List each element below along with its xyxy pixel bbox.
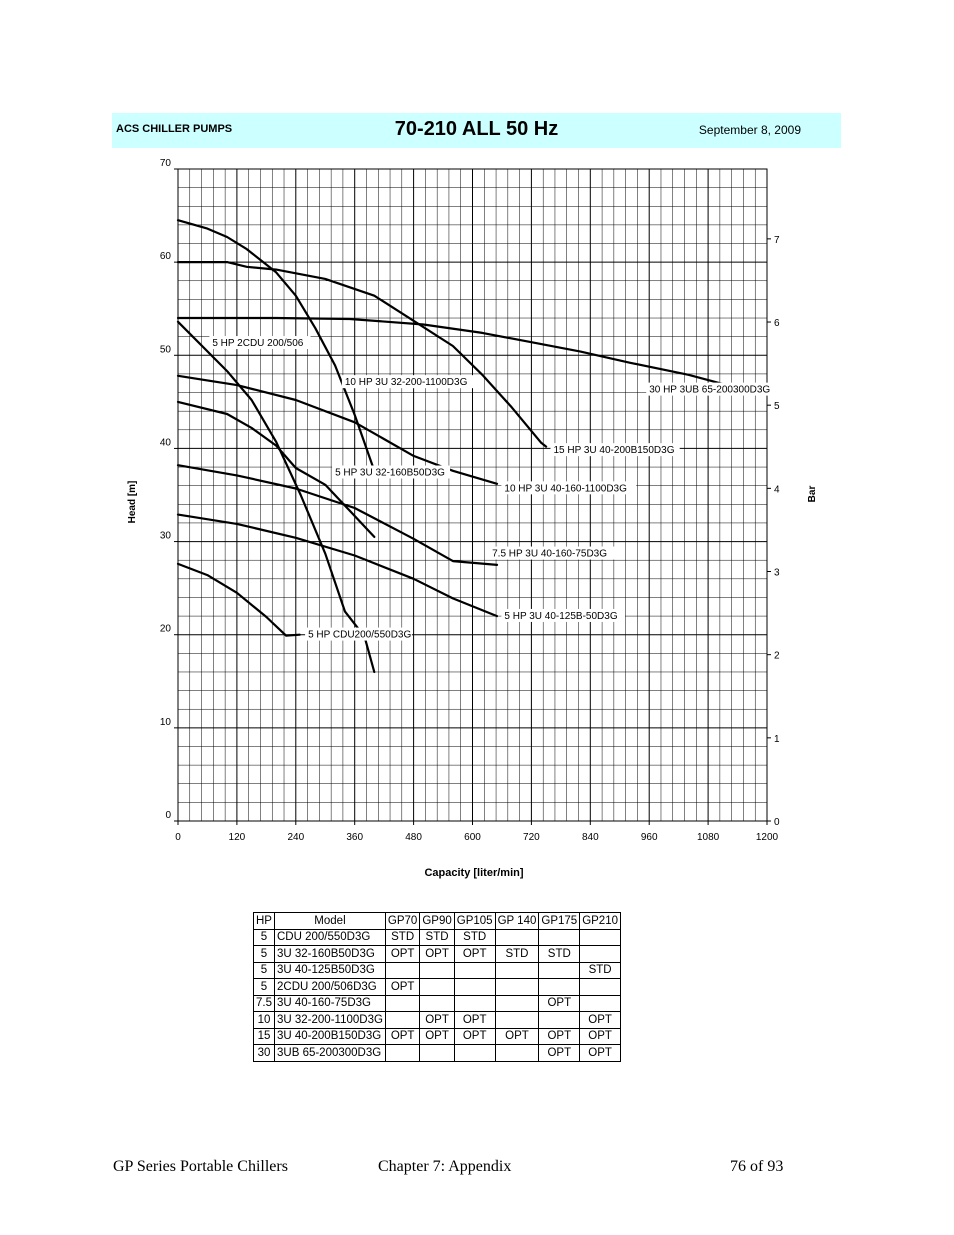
chart-title: 70-210 ALL 50 Hz [394,118,559,140]
table-header-cell: GP 140 [495,913,539,930]
series-label: 5 HP CDU200/550D3G [308,629,412,641]
y2-tick-label: 0 [774,817,780,828]
table-cell: 5 [254,979,275,996]
x-tick-label: 960 [640,832,658,843]
y2-tick-label: 7 [774,234,780,246]
table-cell: STD [420,929,454,946]
table-cell [385,1045,419,1062]
table-cell: OPT [580,1045,621,1062]
table-row [254,1012,621,1029]
x-axis-label: Capacity [liter/min] [424,867,524,879]
table-cell: 3UB 65-200300D3G [275,1045,386,1062]
table-row [254,995,621,1012]
table-cell [539,979,580,996]
y-tick-label: 50 [159,344,171,356]
table-cell: OPT [420,1012,454,1029]
table-cell: OPT [385,979,419,996]
y-tick-label: 60 [159,251,171,263]
table-cell: 7.5 [254,995,275,1012]
table-cell [495,995,539,1012]
table-header-cell: GP210 [580,913,621,930]
table-cell: 15 [254,1028,275,1045]
series-label: 5 HP 3U 40-125B-50D3G [504,610,618,622]
table-cell: 3U 40-125B50D3G [275,962,386,979]
table-cell [580,995,621,1012]
x-tick-label: 240 [287,832,305,843]
table-cell [454,979,495,996]
table-cell [580,929,621,946]
table-cell: 5 [254,929,275,946]
table-cell [580,979,621,996]
series-line [178,564,300,636]
table-cell [420,979,454,996]
table-cell [420,995,454,1012]
y-tick-label: 0 [165,810,171,821]
table-cell: 3U 40-200B150D3G [275,1028,386,1045]
table-cell: STD [454,929,495,946]
table-cell [495,1012,539,1029]
table-cell: OPT [580,1012,621,1029]
table-cell: 3U 32-200-1100D3G [275,1012,386,1029]
table-cell: OPT [420,946,454,963]
table-header-cell: GP90 [420,913,454,930]
table-cell: OPT [539,1045,580,1062]
y2-tick-label: 4 [774,484,780,496]
table-cell: STD [385,929,419,946]
table-row [254,979,621,996]
x-tick-label: 1200 [755,832,779,843]
table-row [254,929,621,946]
x-tick-label: 1080 [696,832,720,843]
table-cell: OPT [495,1028,539,1045]
table-cell: 30 [254,1045,275,1062]
table-cell: OPT [454,1028,495,1045]
table-cell: OPT [454,946,495,963]
y-axis-label: Head [m] [127,480,138,524]
table-cell: STD [539,946,580,963]
series-label: 15 HP 3U 40-200B150D3G [553,445,675,457]
table-cell [454,1045,495,1062]
series-line [178,322,374,672]
table-cell [420,962,454,979]
x-tick-label: 720 [523,832,540,843]
table-cell [420,1045,454,1062]
table-cell: OPT [454,1012,495,1029]
table-cell [539,929,580,946]
y-tick-label: 20 [159,623,171,635]
table-cell: OPT [539,995,580,1012]
table-row [254,962,621,979]
y-tick-label: 40 [159,437,171,449]
table-cell [539,962,580,979]
table-header-cell: GP105 [454,913,495,930]
x-tick-label: 840 [581,832,599,843]
y-tick-label: 70 [159,158,171,169]
table-row [254,946,621,963]
table-header-cell: GP70 [385,913,419,930]
series-label: 10 HP 3U 32-200-1100D3G [344,377,468,389]
table-cell: OPT [580,1028,621,1045]
table-cell: STD [580,962,621,979]
x-tick-label: 480 [405,832,422,843]
header-left-label: ACS CHILLER PUMPS [116,123,233,135]
table-cell: OPT [385,1028,419,1045]
x-tick-label: 0 [175,832,181,843]
table-cell: 2CDU 200/506D3G [275,979,386,996]
chart-grid [178,169,767,821]
table-cell [495,929,539,946]
footer-doc-title: GP Series Portable Chillers [113,1158,288,1175]
footer-chapter: Chapter 7: Appendix [378,1158,512,1175]
table-cell: OPT [420,1028,454,1045]
y2-tick-label: 3 [774,567,780,579]
y2-tick-label: 6 [774,318,780,330]
x-tick-label: 120 [228,832,246,843]
table-cell: 5 [254,962,275,979]
y-tick-label: 30 [159,530,171,542]
table-cell: 10 [254,1012,275,1029]
series-label: 5 HP 3U 32-160B50D3G [335,467,445,479]
x-tick-label: 360 [346,832,364,843]
table-cell: 3U 32-160B50D3G [275,946,386,963]
table-cell [495,962,539,979]
table-cell: OPT [385,946,419,963]
series-label: 5 HP 2CDU 200/506 [212,338,304,350]
header-date: September 8, 2009 [698,123,801,137]
table-cell: CDU 200/550D3G [275,929,386,946]
table-cell: OPT [539,1028,580,1045]
series-label: 7.5 HP 3U 40-160-75D3G [492,548,608,560]
y-tick-label: 10 [159,716,171,728]
table-cell [454,995,495,1012]
table-cell: 5 [254,946,275,963]
series-label: 10 HP 3U 40-160-1100D3G [504,483,627,495]
footer-page-number: 76 of 93 [730,1158,784,1175]
series-label: 30 HP 3UB 65-200300D3G [649,384,771,396]
table-cell: 3U 40-160-75D3G [275,995,386,1012]
table-cell [385,1012,419,1029]
table-cell [495,979,539,996]
table-header-cell: HP [254,913,275,930]
table-cell [454,962,495,979]
table-cell [385,995,419,1012]
y2-tick-label: 2 [774,650,780,662]
y2-tick-label: 5 [774,401,780,413]
x-tick-label: 600 [464,832,481,843]
table-header-row [254,913,621,930]
table-header-cell: Model [275,913,386,930]
table-cell: STD [495,946,539,963]
series-line [178,262,546,447]
table-cell [580,946,621,963]
table-cell [385,962,419,979]
table-row [254,1028,621,1045]
table-header-cell: GP175 [539,913,580,930]
table-row [254,1045,621,1062]
y2-tick-label: 1 [774,733,780,745]
table-cell [539,1012,580,1029]
y2-axis-label: Bar [807,485,818,503]
pump-option-table [253,912,621,1062]
axis-ticks [160,158,780,843]
table-cell [495,1045,539,1062]
